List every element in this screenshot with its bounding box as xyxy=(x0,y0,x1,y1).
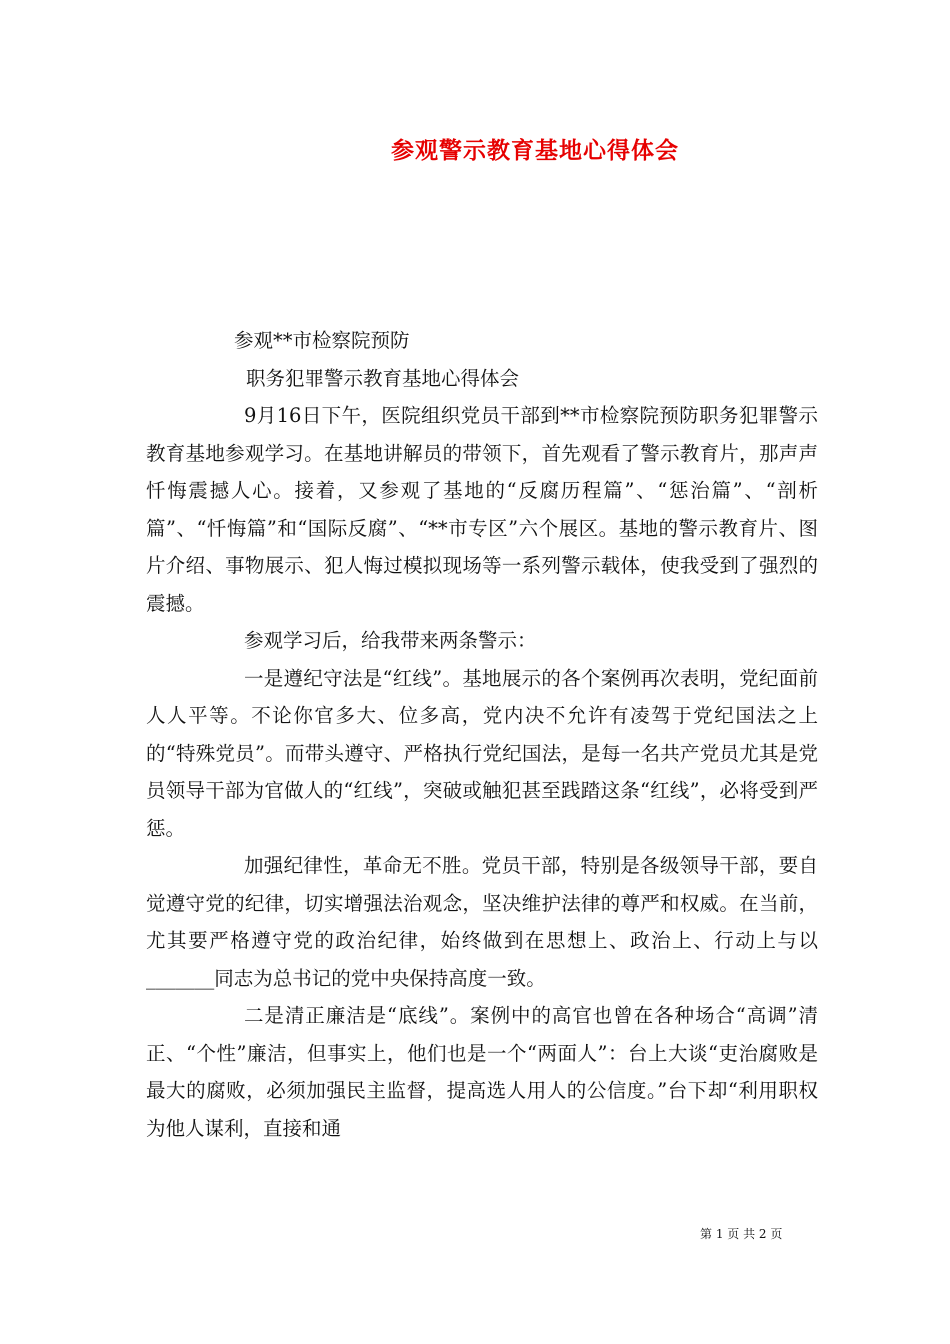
paragraph-warnings-intro: 参观学习后，给我带来两条警示： xyxy=(244,629,537,652)
document-body xyxy=(146,322,818,1147)
document-title: 参观警示教育基地心得体会 xyxy=(391,137,679,164)
page-number: 第 1 页 共 2 页 xyxy=(700,1227,783,1241)
subtitle-line-1: 参观**市检察院预防 xyxy=(234,329,410,352)
paragraph-visit: 9月16日下午，医院组织党员干部到**市检察院预防职务犯罪警示教育基地参观学习。在基地讲解员的带领下，首先观看了警示教育片，那声声忏悔震撼人心。接着，又参观了基地的“反腐历程篇”、“惩治篇”、“剖析篇”、“忏悔篇”和“国际反腐”、“**市专区”六个展区。基地的警示教育片、图片介绍、事物展示、犯人悔过模拟现场等一系列警示载体，使我受到了强烈的震撼。 xyxy=(146,404,818,615)
paragraph-red-line: 一是遵纪守法是“红线”。基地展示的各个案例再次表明，党纪面前人人平等。不论你官多大、位多高，党内决不允许有凌驾于党纪国法之上的“特殊党员”。而带头遵守、严格执行党纪国法，是每一名共产党员尤其是党员领导干部为官做人的“红线”，突破或触犯甚至践踏这条“红线”，必将受到严惩。 xyxy=(146,666,818,840)
subtitle-line-2: 职务犯罪警示教育基地心得体会 xyxy=(246,366,520,390)
paragraph-discipline: 加强纪律性，革命无不胜。党员干部，特别是各级领导干部，要自觉遵守党的纪律，切实增强法治观念，坚决维护法律的尊严和权威。在当前，尤其要严格遵守党的政治纪律，始终做到在思想上、政治上、行动上与以_______同志为总书记的党中央保持高度一致。 xyxy=(146,854,818,990)
paragraph-bottom-line: 二是清正廉洁是“底线”。案例中的高官也曾在各种场合“高调”清正、“个性”廉洁，但事实上，他们也是一个“两面人”：台上大谈“吏治腐败是最大的腐败，必须加强民主监督，提高选人用人的公信度。”台下却“利用职权为他人谋利，直接和通 xyxy=(146,1004,818,1140)
